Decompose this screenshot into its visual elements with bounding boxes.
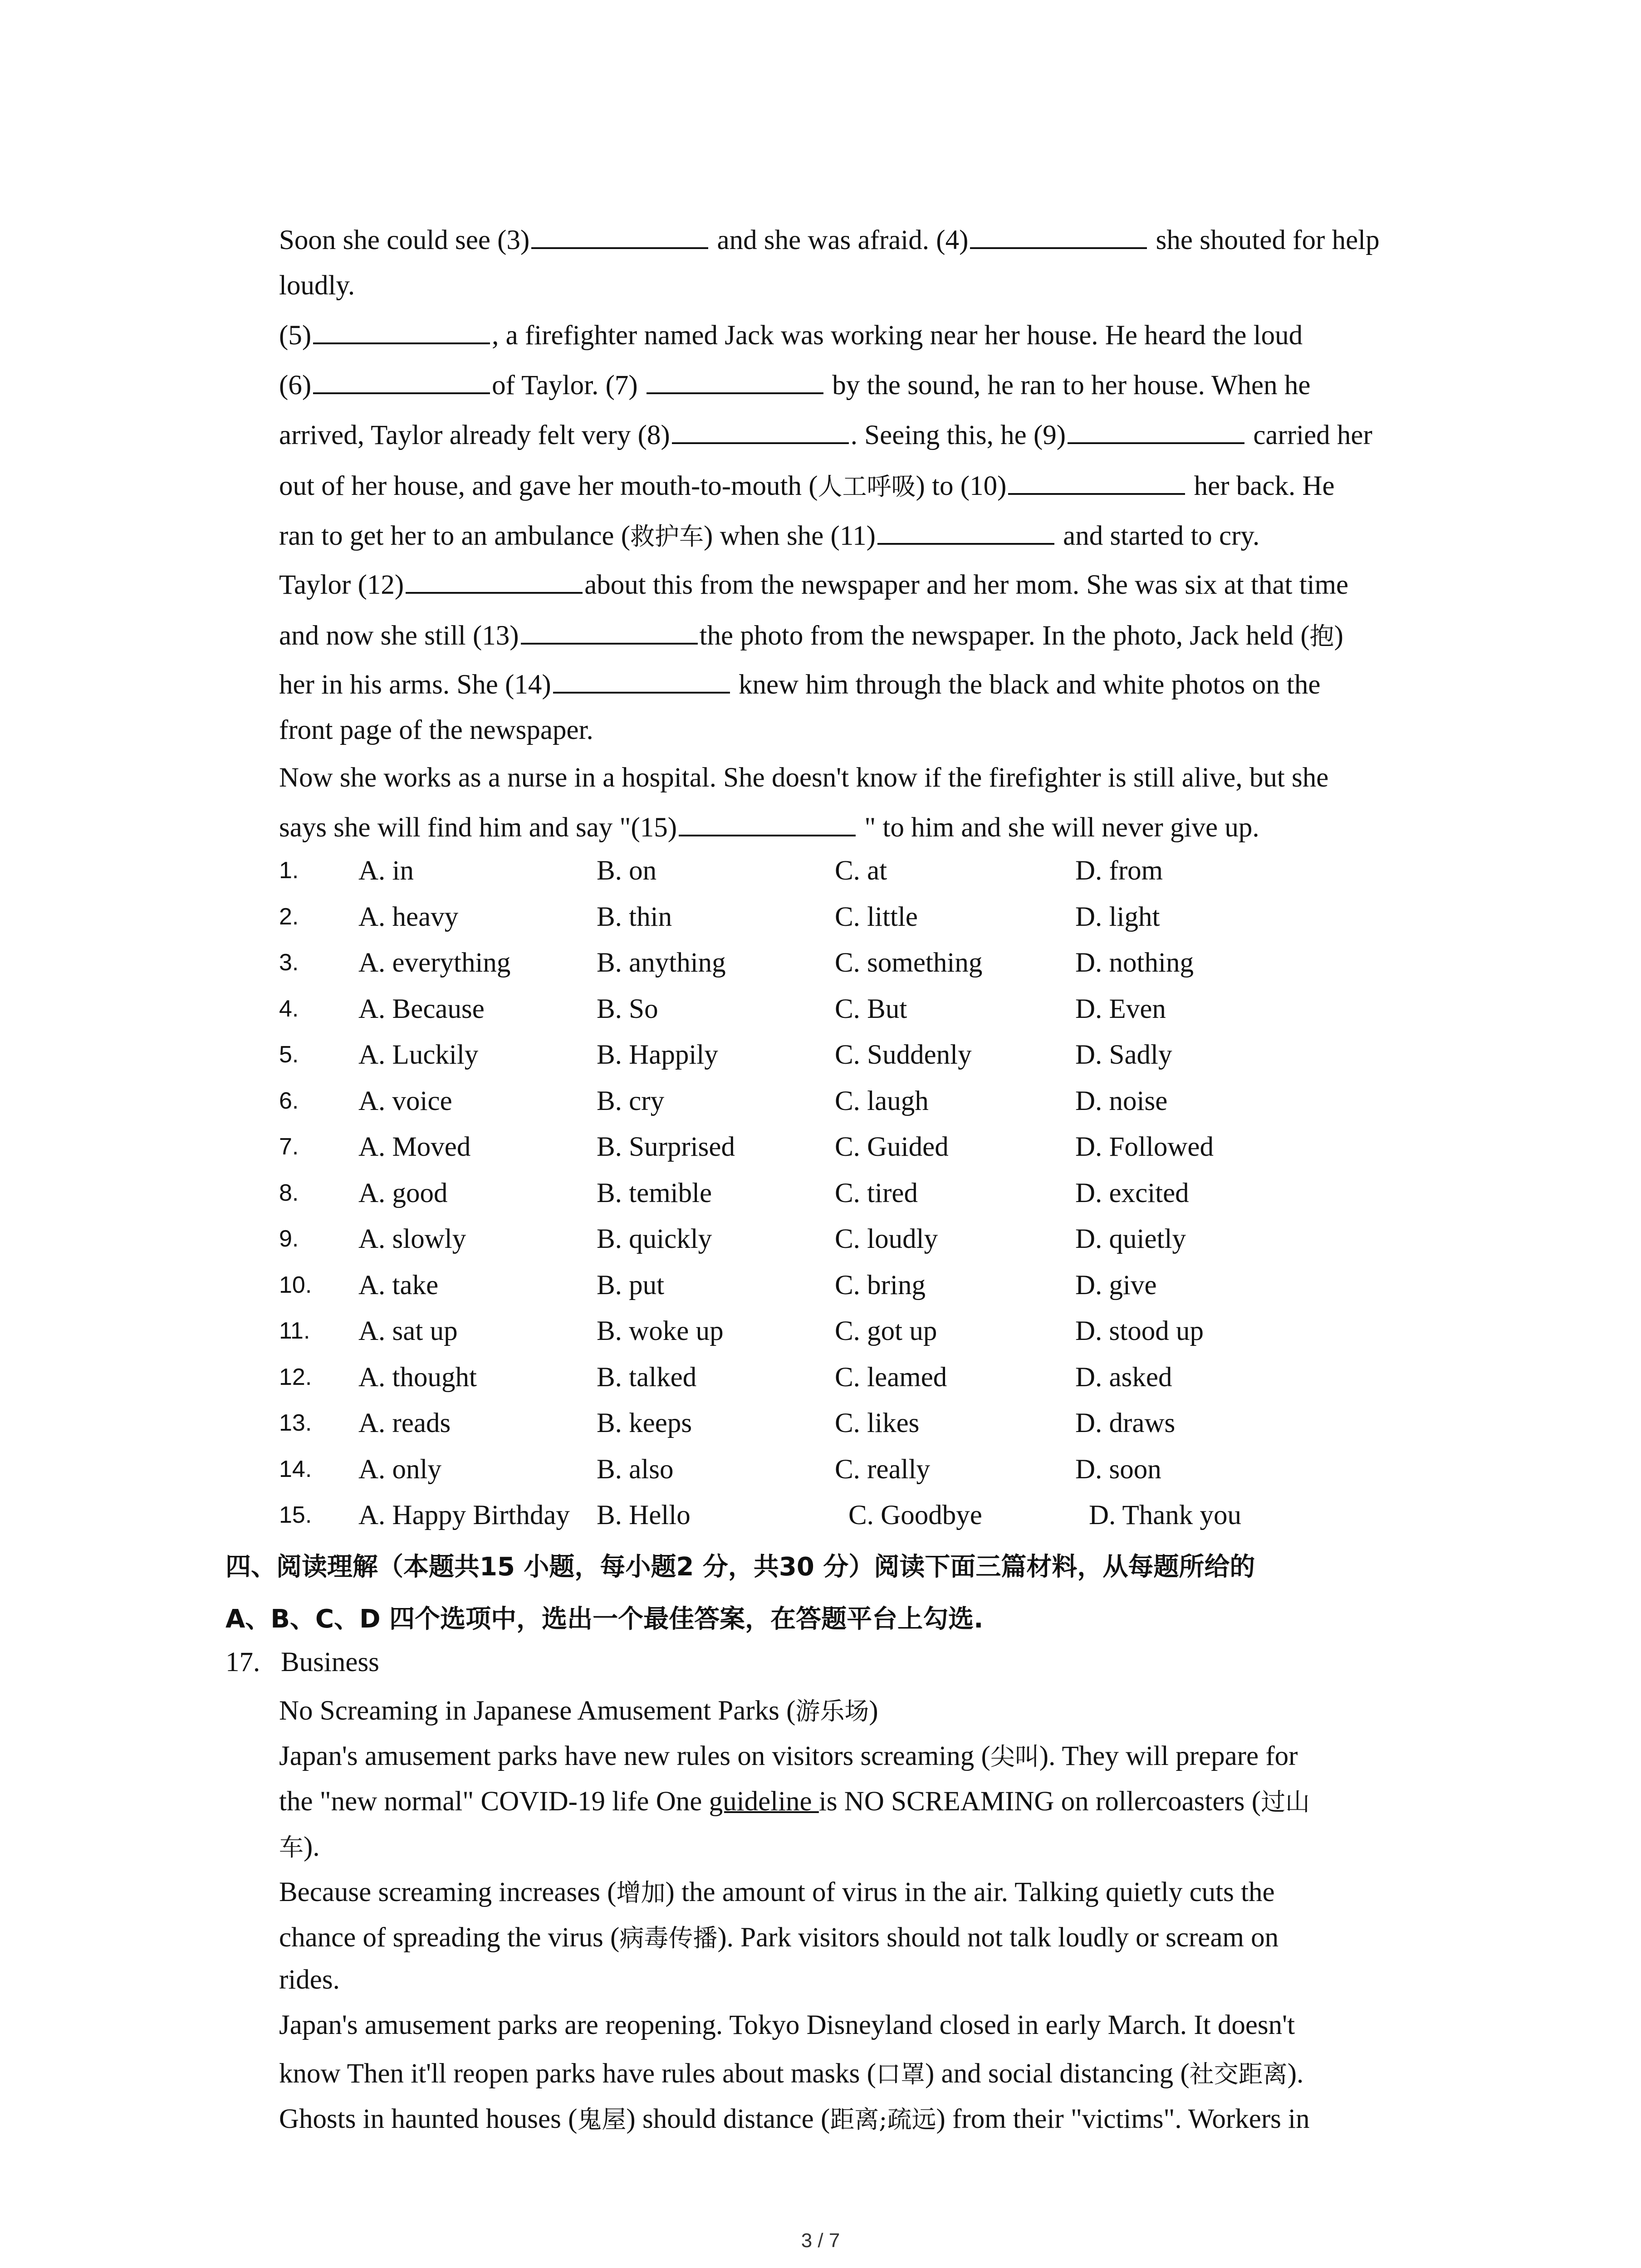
underlined-word: guideline — [709, 1786, 819, 1817]
section-header: 四、阅读理解（本题共15 小题，每小题2 分，共30 分）阅读下面三篇材料，从每题所给的 — [225, 1552, 1255, 1582]
question-number: 6. — [279, 1088, 299, 1114]
option-c: C. Goodbye — [848, 1500, 982, 1530]
question-number: 14. — [279, 1456, 312, 1482]
option-a: A. Luckily — [358, 1040, 479, 1070]
option-a: A. voice — [358, 1086, 452, 1116]
answer-blank-7 — [647, 367, 823, 394]
passage-line: out of her house, and gave her mouth-to-mouth (人工呼吸) to (10) her back. He — [279, 467, 1335, 502]
option-a: A. thought — [358, 1362, 477, 1393]
option-b: B. put — [597, 1270, 665, 1300]
option-b: B. Hello — [597, 1500, 691, 1530]
option-b: B. temible — [597, 1178, 712, 1208]
option-c: C. loudly — [835, 1224, 938, 1254]
question-number: 4. — [279, 996, 299, 1022]
answer-blank-12 — [406, 567, 583, 594]
option-b: B. keeps — [597, 1408, 692, 1438]
option-b: B. also — [597, 1454, 674, 1485]
option-c: C. likes — [835, 1408, 920, 1438]
option-a: A. Happy Birthday — [358, 1500, 570, 1530]
question-number: 1. — [279, 857, 299, 884]
option-b: B. woke up — [597, 1316, 724, 1346]
option-a: A. Moved — [358, 1132, 471, 1162]
passage-line: her in his arms. She (14) knew him through the black and white photos on the — [279, 667, 1320, 701]
option-d: D. from — [1075, 855, 1163, 886]
passage-line: Taylor (12) about this from the newspaper and her mom. She was six at that time — [279, 567, 1348, 601]
answer-blank-3 — [531, 222, 708, 249]
option-c: C. leamed — [835, 1362, 947, 1393]
option-b: B. talked — [597, 1362, 697, 1393]
answer-blank-13 — [521, 618, 698, 645]
passage-line: (6) of Taylor. (7) by the sound, he ran to her house. When he — [279, 367, 1310, 401]
article-line: Because screaming increases (增加) the amount of virus in the air. Talking quietly cuts the — [279, 1877, 1275, 1907]
option-d: D. give — [1075, 1270, 1157, 1300]
article-title: No Screaming in Japanese Amusement Parks (游乐场) — [279, 1696, 878, 1726]
option-a: A. only — [358, 1454, 441, 1485]
option-c: C. at — [835, 855, 887, 886]
passage-line: front page of the newspaper. — [279, 715, 593, 745]
question-number: 8. — [279, 1180, 299, 1206]
option-a: A. everything — [358, 948, 511, 978]
passage-line: Now she works as a nurse in a hospital. She doesn't know if the firefighter is still alive, but she — [279, 763, 1329, 793]
option-c: C. Suddenly — [835, 1040, 972, 1070]
question-number: 5. — [279, 1041, 299, 1068]
option-c: C. But — [835, 994, 907, 1024]
option-b: B. quickly — [597, 1224, 712, 1254]
section-header: A、B、C、D 四个选项中，选出一个最佳答案，在答题平台上勾选. — [225, 1604, 984, 1634]
option-a: A. in — [358, 855, 414, 886]
option-a: A. reads — [358, 1408, 451, 1438]
option-c: C. little — [835, 902, 918, 932]
option-c: C. something — [835, 948, 983, 978]
option-b: B. Surprised — [597, 1132, 735, 1162]
option-d: D. Sadly — [1075, 1040, 1172, 1070]
option-b: B. thin — [597, 902, 672, 932]
article-line: chance of spreading the virus (病毒传播). Park visitors should not talk loudly or scream on — [279, 1922, 1279, 1953]
option-b: B. anything — [597, 948, 726, 978]
question-number: 3. — [279, 949, 299, 976]
option-b: B. on — [597, 855, 657, 886]
passage-line: arrived, Taylor already felt very (8) . Seeing this, he (9) carried her — [279, 417, 1372, 451]
answer-blank-8 — [672, 417, 849, 444]
option-d: D. Even — [1075, 994, 1166, 1024]
question-number: 13. — [279, 1410, 312, 1436]
option-a: A. sat up — [358, 1316, 458, 1346]
option-a: A. take — [358, 1270, 439, 1300]
article-line: 车). — [279, 1832, 320, 1862]
answer-blank-4 — [970, 222, 1147, 249]
option-a: A. Because — [358, 994, 485, 1024]
option-d: D. nothing — [1075, 948, 1194, 978]
option-c: C. Guided — [835, 1132, 949, 1162]
article-line: Japan's amusement parks are reopening. Tokyo Disneyland closed in early March. It doesn't — [279, 2010, 1295, 2040]
option-b: B. cry — [597, 1086, 665, 1116]
article-line: Japan's amusement parks have new rules on visitors screaming (尖叫). They will prepare for — [279, 1741, 1298, 1771]
option-d: D. draws — [1075, 1408, 1176, 1438]
answer-blank-9 — [1068, 417, 1244, 444]
passage-line: Soon she could see (3) and she was afraid. (4) she shouted for help — [279, 222, 1380, 256]
article-line: the "new normal" COVID-19 life One guideline is NO SCREAMING on rollercoasters (过山 — [279, 1786, 1310, 1817]
option-d: D. excited — [1075, 1178, 1189, 1208]
passage-line: loudly. — [279, 270, 355, 301]
question-number: 7. — [279, 1134, 299, 1160]
question-number: 12. — [279, 1364, 312, 1390]
option-a: A. good — [358, 1178, 448, 1208]
passage-line: says she will find him and say "(15) " to him and she will never give up. — [279, 810, 1259, 844]
option-d: D. Followed — [1075, 1132, 1214, 1162]
option-b: B. So — [597, 994, 658, 1024]
question-number: 9. — [279, 1226, 299, 1252]
answer-blank-6 — [313, 367, 490, 394]
passage-line: and now she still (13) the photo from the newspaper. In the photo, Jack held (抱) — [279, 617, 1343, 652]
option-c: C. really — [835, 1454, 931, 1485]
option-c: C. laugh — [835, 1086, 929, 1116]
option-d: D. Thank you — [1089, 1500, 1242, 1530]
passage-line: ran to get her to an ambulance (救护车) when she (11) and started to cry. — [279, 517, 1259, 552]
article-line: rides. — [279, 1965, 340, 1995]
option-d: D. light — [1075, 902, 1160, 932]
page-number: 3 / 7 — [801, 2229, 840, 2252]
question-number: 17. — [225, 1647, 260, 1677]
option-d: D. soon — [1075, 1454, 1161, 1485]
answer-blank-5 — [313, 318, 490, 344]
option-a: A. slowly — [358, 1224, 466, 1254]
article-category: Business — [281, 1647, 379, 1677]
option-c: C. tired — [835, 1178, 918, 1208]
option-d: D. quietly — [1075, 1224, 1186, 1254]
question-heading — [225, 1647, 379, 1678]
option-a: A. heavy — [358, 902, 459, 932]
question-number: 2. — [279, 904, 299, 930]
answer-blank-11 — [877, 518, 1054, 545]
answer-blank-10 — [1008, 468, 1185, 495]
question-number: 11. — [279, 1318, 310, 1344]
option-d: D. stood up — [1075, 1316, 1204, 1346]
option-b: B. Happily — [597, 1040, 718, 1070]
article-line: know Then it'll reopen parks have rules about masks (口罩) and social distancing (社交距离). — [279, 2058, 1304, 2089]
answer-blank-15 — [679, 810, 856, 836]
question-number: 10. — [279, 1272, 312, 1298]
passage-line: (5) , a firefighter named Jack was working near her house. He heard the loud — [279, 318, 1303, 352]
question-number: 15. — [279, 1502, 312, 1528]
answer-blank-14 — [553, 667, 730, 694]
option-d: D. noise — [1075, 1086, 1168, 1116]
option-c: C. got up — [835, 1316, 937, 1346]
option-c: C. bring — [835, 1270, 926, 1300]
option-d: D. asked — [1075, 1362, 1172, 1393]
article-line: Ghosts in haunted houses (鬼屋) should distance (距离;疏远) from their "victims". Workers in — [279, 2104, 1310, 2134]
